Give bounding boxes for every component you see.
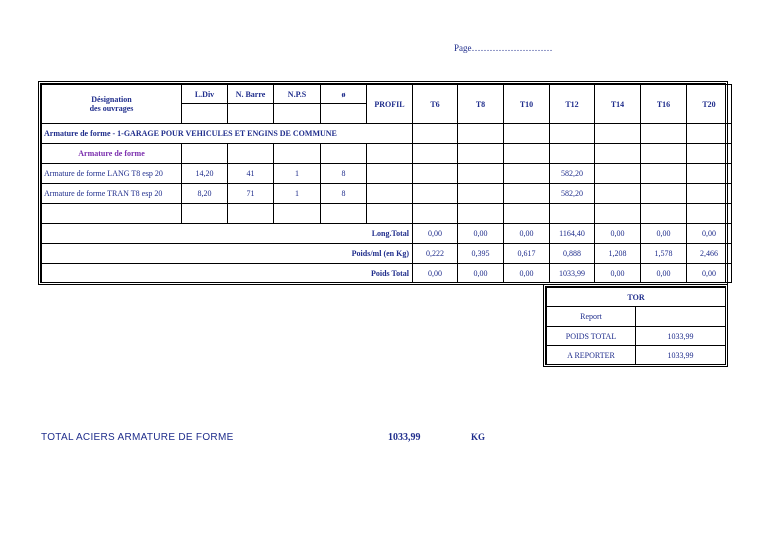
row-ldiv: 14,20 [182,164,228,184]
poids-total-label: Poids Total [42,264,413,283]
subsection-title: Armature de forme [42,144,182,164]
header-t20: T20 [687,85,732,124]
poids-ml-label: Poids/ml (en Kg) [42,244,413,264]
header-ldiv: L.Div [182,85,228,104]
row-nbarre: 71 [228,184,274,204]
tor-title: TOR [547,288,726,307]
tor-poids-total-label: POIDS TOTAL [547,327,636,346]
table-row [42,164,732,184]
tor-a-reporter-value: 1033,99 [636,346,726,365]
header-nbarre: N. Barre [228,85,274,104]
long-total-label: Long.Total [42,224,413,244]
section-title: Armature de forme - 1-GARAGE POUR VEHICULES ET ENGINS DE COMMUNE [42,124,413,144]
header-t16: T16 [641,85,687,124]
tor-summary-box [543,284,728,367]
row-phi: 8 [321,164,367,184]
row-phi: 8 [321,184,367,204]
page-number-label: Page……………………… [454,43,553,53]
table-row [42,184,732,204]
row-ldiv: 8,20 [182,184,228,204]
header-t8: T8 [458,85,504,124]
row-nbarre: 41 [228,164,274,184]
header-nps: N.P.S [274,85,321,104]
poids-total-row: Poids Total 0,00 0,00 0,00 1033,99 0,00 0,00 0,00 [42,264,732,283]
header-phi: ø [321,85,367,104]
header-t10: T10 [504,85,550,124]
row-t12: 582,20 [550,164,595,184]
header-designation: Désignation des ouvrages [42,85,182,124]
tor-poids-total-value: 1033,99 [636,327,726,346]
row-t12: 582,20 [550,184,595,204]
total-aciers-label: TOTAL ACIERS ARMATURE DE FORME [41,432,234,443]
row-nps: 1 [274,184,321,204]
header-t12: T12 [550,85,595,124]
tor-report-value [636,307,726,327]
row-nps: 1 [274,164,321,184]
total-aciers-unit: KG [471,432,486,442]
header-profil: PROFIL [367,85,413,124]
long-total-row: Long.Total 0,00 0,00 0,00 1164,40 0,00 0,00 0,00 [42,224,732,244]
tor-report-label: Report [547,307,636,327]
header-t6: T6 [413,85,458,124]
steel-quantities-table [38,81,728,285]
row-designation: Armature de forme TRAN T8 esp 20 [42,184,182,204]
row-designation: Armature de forme LANG T8 esp 20 [42,164,182,184]
total-aciers-value: 1033,99 [388,432,421,443]
tor-a-reporter-label: A REPORTER [547,346,636,365]
header-t14: T14 [595,85,641,124]
poids-ml-row: Poids/ml (en Kg) 0,222 0,395 0,617 0,888 1,208 1,578 2,466 [42,244,732,264]
